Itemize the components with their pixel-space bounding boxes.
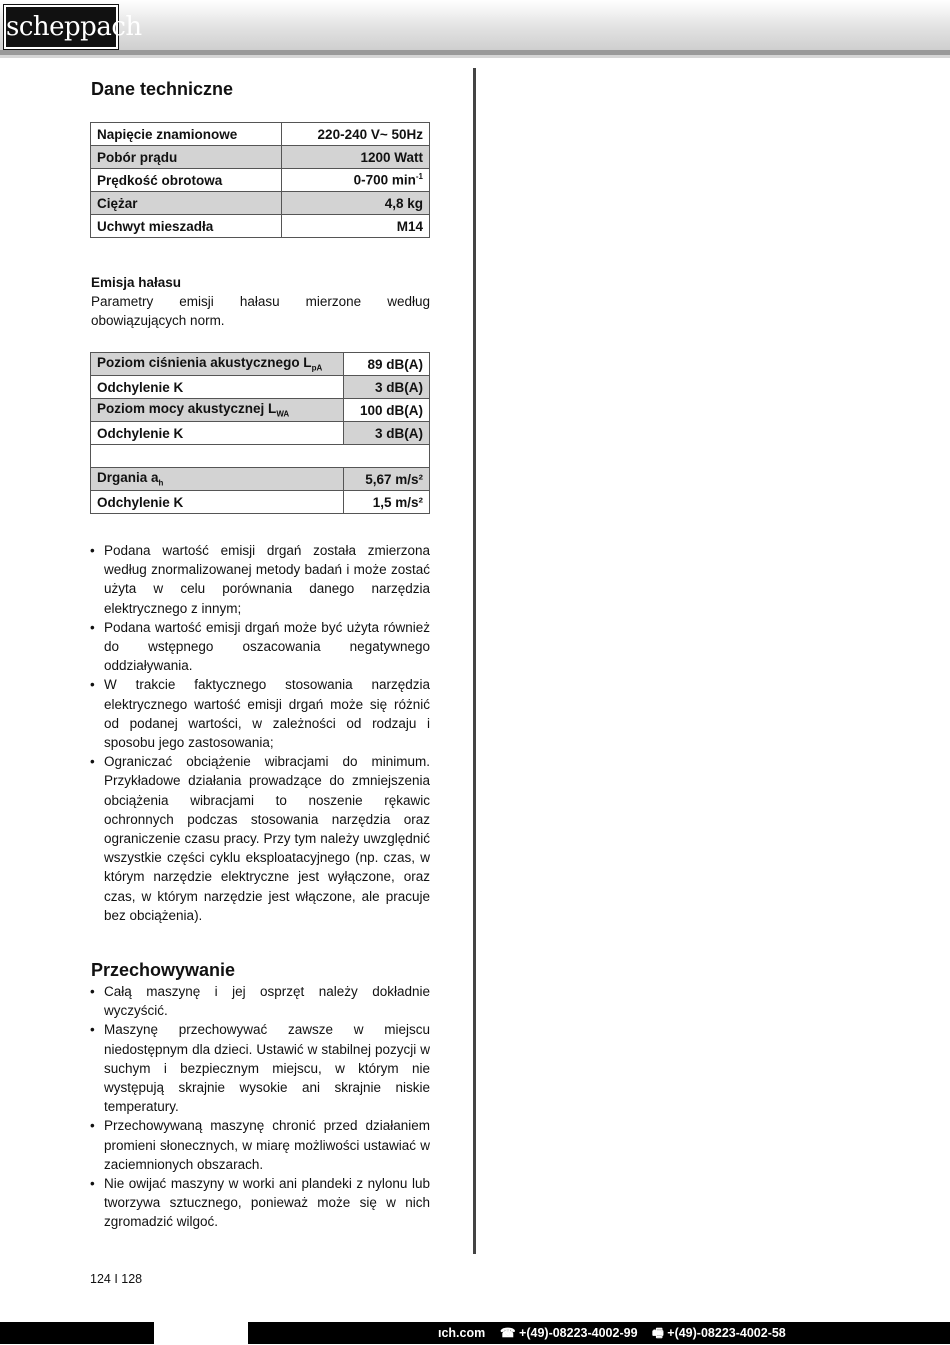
row-label: Uchwyt mieszadła <box>91 215 282 238</box>
table-row <box>91 169 430 192</box>
speed-value: 0-700 min <box>353 172 416 188</box>
row-value: 3 dB(A) <box>344 422 430 445</box>
row-value: 89 dB(A) <box>344 353 430 376</box>
list-item: • Całą maszynę i jej osprzęt należy dokładnie wyczyścić. <box>90 982 430 1020</box>
row-value: M14 <box>282 215 430 238</box>
page-number: 124 I 128 <box>90 1272 143 1286</box>
table-row <box>91 468 430 491</box>
table-row <box>91 215 430 238</box>
list-item: • W trakcie faktycznego stosowania narzędzia elektrycznego wartość emisji drgań może się różnić od podanej wartości, w zależności od rodzaju i sposobu jego zastosowania; <box>90 675 430 752</box>
list-item: • Maszynę przechowywać zawsze w miejscu niedostępnym dla dzieci. Ustawić w stabilnej pozycji w suchym i bezpiecznym miejscu, w którym nie występują skrajnie wysokie ani skrajnie niskie temperatury. <box>90 1020 430 1116</box>
row-label: Napięcie znamionowe <box>91 123 282 146</box>
table-row <box>91 192 430 215</box>
row-label: Pobór prądu <box>91 146 282 169</box>
row-value: 5,67 m/s² <box>344 468 430 491</box>
page-header <box>0 0 950 50</box>
row-label <box>91 353 344 376</box>
noise-table <box>90 352 430 514</box>
row-label <box>91 468 344 491</box>
label-text: Poziom ciśnienia akustycznego L <box>97 355 312 371</box>
row-label: Odchylenie K <box>91 376 344 399</box>
row-label <box>91 399 344 422</box>
list-item: • Nie owijać maszyny w worki ani plandeki z nylonu lub tworzywa sztucznego, ponieważ może się w nich zgromadzić wilgoć. <box>90 1174 430 1232</box>
table-row <box>91 399 430 422</box>
speed-unit-exponent: -1 <box>415 172 423 182</box>
footer-bar <box>248 1322 950 1344</box>
row-value: 220-240 V~ 50Hz <box>282 123 430 146</box>
noise-description: Parametry emisji hałasu mierzone według obowiązujących norm. <box>91 294 430 329</box>
vibration-notes-list <box>90 541 430 925</box>
tech-data-title: Dane techniczne <box>91 79 234 99</box>
row-label: Ciężar <box>91 192 282 215</box>
storage-list <box>90 982 430 1232</box>
label-subscript: h <box>158 478 164 488</box>
header-divider-light <box>0 55 950 58</box>
row-value: 4,8 kg <box>282 192 430 215</box>
row-value: 3 dB(A) <box>344 376 430 399</box>
list-item: • Podana wartość emisji drgań została zmierzona według znormalizowanej metody badań i może zostać użyta w celu porównania danego narzędzia elektrycznego z innym; <box>90 541 430 618</box>
empty-cell <box>91 445 430 468</box>
row-label: Odchylenie K <box>91 422 344 445</box>
row-label: Odchylenie K <box>91 491 344 514</box>
table-row <box>91 422 430 445</box>
noise-heading: Emisja hałasu <box>91 275 182 290</box>
row-value: 1200 Watt <box>282 146 430 169</box>
table-row <box>91 376 430 399</box>
row-value <box>282 169 430 192</box>
label-text: Drgania a <box>97 470 159 486</box>
storage-title: Przechowywanie <box>91 960 236 980</box>
column-divider <box>473 68 476 1254</box>
label-text: Poziom mocy akustycznej L <box>97 401 277 417</box>
footer-phone: ☎ +(49)-08223-4002-99 <box>500 1326 638 1340</box>
list-item: • Podana wartość emisji drgań może być użyta również do wstępnego oszacowania negatywnego oddziaływania. <box>90 618 430 676</box>
row-value: 100 dB(A) <box>344 399 430 422</box>
row-value: 1,5 m/s² <box>344 491 430 514</box>
footer-website: ıch.com <box>438 1326 486 1340</box>
table-row-empty <box>91 445 430 468</box>
label-subscript: pA <box>311 363 323 373</box>
footer-fax: 🖷 +(49)-08223-4002-58 <box>652 1326 786 1340</box>
table-row <box>91 146 430 169</box>
list-item: • Przechowywaną maszynę chronić przed działaniem promieni słonecznych, w miarę możliwości ustawiać w zaciemnionych obszarach. <box>90 1116 430 1174</box>
scheppach-logo: scheppach <box>4 5 118 49</box>
footer-bar-left <box>0 1322 154 1344</box>
table-row <box>91 491 430 514</box>
table-row <box>91 123 430 146</box>
list-item: • Ograniczać obciążenie wibracjami do minimum. Przykładowe działania prowadzące do zmniejszenia obciążenia wibracjami to noszenie rękawic ochronnych podczas stosowania narzędzia oraz ograniczenie czasu pracy. Przy tym należy uwzględnić wszystkie części cyklu eksploatacyjnego (np. czas, w którym narzędzie elektryczne jest wyłączone, oraz czas, w którym narzędzie jest włączone, ale pracuje bez obciążenia). <box>90 752 430 925</box>
table-row <box>91 353 430 376</box>
row-label: Prędkość obrotowa <box>91 169 282 192</box>
tech-data-table <box>90 122 430 238</box>
label-subscript: WA <box>276 409 290 419</box>
